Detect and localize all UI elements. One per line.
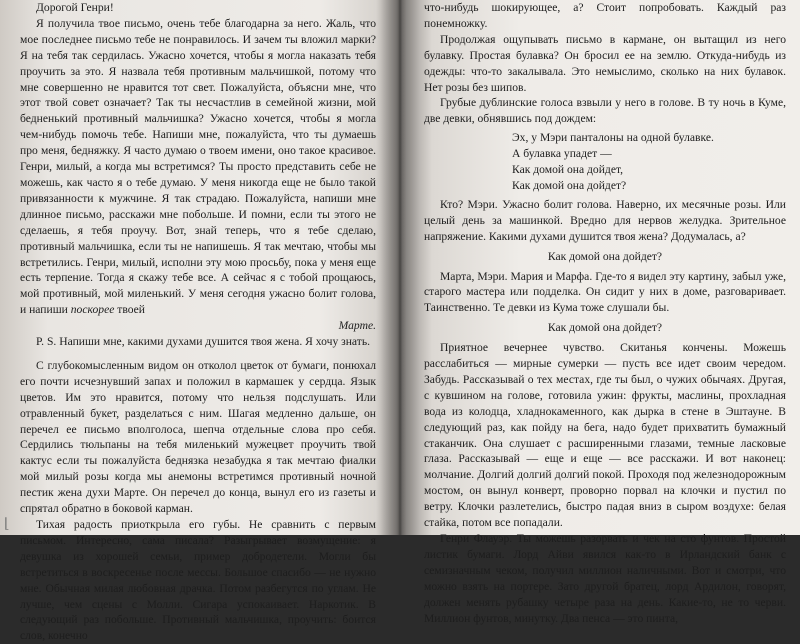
letter-greeting: Дорогой Генри! [36, 1, 114, 14]
letter-signature: Марте. [338, 319, 376, 333]
song-verse [512, 130, 786, 194]
right-column [424, 0, 786, 626]
paragraph: Грубые дублинские голоса взвыли у него в голове. В ту ночь в Куме, две девки, обнявшись под дождем: [424, 96, 786, 126]
left-column [20, 0, 376, 644]
paragraph: Приятное вечернее чувство. Скитанья кончены. Можешь расслабиться — мирные сумерки — пусть все идет своим чередом. Забудь. Рассказывай о тех местах, где ты был, о чужих обычаях. Другая, с кувшином на голове, готовила ужин: фрукты, маслины, прохладная вода из колодца, хладнокаменного, как дырка в стене в Эштауне. В следующий раз, как пойду на бега, надо будет прихватить бумажный стаканчик. Она слушает с расширенными глазами, темные ласковые глаза. Рассказывай — еще и еще — все расскажи. И вот наконец: молчание. Долгий долгий долгий покой. Проходя под железнодорожным мостом, он вынул конверт, проворно порвал на клочки и пустил по ветру. Клочки разлетелись, быстро падая вниз в сыром воздухе: белая стайка, потом все попадали. [424, 341, 786, 530]
letter-body [20, 16, 376, 318]
verse-line: Как домой она дойдет? [512, 178, 627, 192]
verse-line: Эх, у Мэри панталоны на одной булавке. [512, 131, 714, 145]
right-page [402, 0, 800, 625]
paragraph: Марта, Мэри. Мария и Марфа. Где-то я видел эту картину, забыл уже, старого мастера или подделка. Он сидит у них в доме, разговаривает. Таинственно. Те девки из Кума тоже слушали бы. [424, 269, 786, 315]
letter-end-word: твоей [117, 303, 146, 317]
paragraph: Кто? Мэри. Ужасно болит голова. Наверно, их месячные розы. Или целый день за машинкой. Вредно для нервов желудка. Зрительное напряжение. Какими духами душится твоя жена? Додумалась, а? [424, 197, 786, 243]
verse-line: А булавка упадет — [512, 147, 612, 161]
corner-mark-icon: ⌊ [4, 517, 10, 532]
refrain-line: Как домой она дойдет? [547, 321, 663, 335]
left-page [0, 0, 398, 643]
paragraph: Генри Флауэр. Ты можешь разорвать и чек на сто фунтов. Простой листик бумаги. Лорд Айви явился как-то в Ирландский банк с семизначным чеком, получил миллион наличными. Вот и смотри, что можно взять на портере. Зато другой братец, лорд Ардилон, говорят, должен менять рубашку четыре раза на день. Какие-то, не то черви. Миллион фунтов, минутку. Два пенса — это пинта, [424, 532, 786, 625]
verse-line: Как домой она дойдет, [512, 163, 624, 177]
paragraph: С глубокомысленным видом он отколол цветок от бумаги, понюхал его почти исчезнувший запах и положил в кармашек у сердца. Язык цветов. Им это нравится, потому что нельзя подслушать. Или отравленный букет, разделаться с ним. Шагая медленно дальше, он перечел ее письмо вполголоса, шепча отдельные слова про себя. Сердились тюльпаны на тебя миленький мужецвет проучить твой кактус если ты пожалуйста беднязка незабудка я так мечтаю фиалки мой милый розы когда мы анемоны встретимся противный ночной пестик жена духи Марте. Он перечел до конца, вынул его из газеты и спрятал обратно в боковой карман. [20, 358, 376, 516]
paragraph: Тихая радость приоткрыла его губы. Не сравнить с первым письмом. Интересно, сама писала? Разыгрывает возмущение: я девушка из хорошей семьи, пример добродетели. Могли бы встретиться в воскресенье после мессы. Большое спасибо — не нужно мне. Обычная милая любовная драчка. Потом разбегутся по углам. Не лучше, чем сцены с Молли. Сигара успокаивает. Наркотик. В следующий раз побольше. Противный мальчишка, проучить: боится слов, конечно [20, 518, 376, 643]
postscript: P. S. Напиши мне, какими духами душится твоя жена. Я хочу знать. [36, 335, 371, 349]
paragraph-continued: что-нибудь шокирующее, а? Стоит попробовать. Каждый раз понемножку. [424, 1, 786, 30]
refrain-line: Как домой она дойдет? [547, 249, 663, 263]
letter-body-text: Я получила твое письмо, очень тебе благодарна за него. Жаль, что мое последнее письмо тебе не понравилось. И зачем ты вложил марки? Я на тебя так сердилась. Ужасно хочется, чтобы я могла наказать тебя проучить за это. Я назвала тебя противным мальчишкой, потому что мне совершенно не нравится тот свет. Пожалуйста, объясни мне, что этот твой совет означает? Так ты несчастлив в семейной жизни, мой бедненький противный мальчишка? Ужасно хочется, чтобы я могла чем-нибудь помочь тебе. Напиши мне, пожалуйста, что ты думаешь про меня, бедняжку. Я часто думаю о твоем имени, оно такое красивое. Генри, милый, а когда мы встретимся? Ты просто представить себе не можешь, как часто я о тебе думаю. У меня никогда еще не было такой привязанности к мужчине. Я так страдаю. Пожалуйста, напиши мне длинное письмо, расскажи мне побольше. И помни, если ты этого не сделаешь, я тебя проучу. Вот, знай теперь, что я тебе сделаю, противный мальчишка, если ты не напишешь. Я так мечтаю, чтобы мы встретились. Генри, милый, исполни эту мою просьбу, пока у меня еще есть терпение. Тогда я скажу тебе все. А сейчас я с тобой прощаюсь, мой противный, мой миленький. У меня сегодня ужасно болит голова, и напиши [20, 16, 376, 317]
letter-emphasis: поскорее [70, 303, 115, 317]
paragraph: Продолжая ощупывать письмо в кармане, он вытащил из него булавку. Простая булавка? Он бросил ее на землю. Откуда-нибудь из одежды: что-то закалывала. Это немыслимо, сколько на них булавок. Нет розы без шипов. [424, 32, 786, 94]
